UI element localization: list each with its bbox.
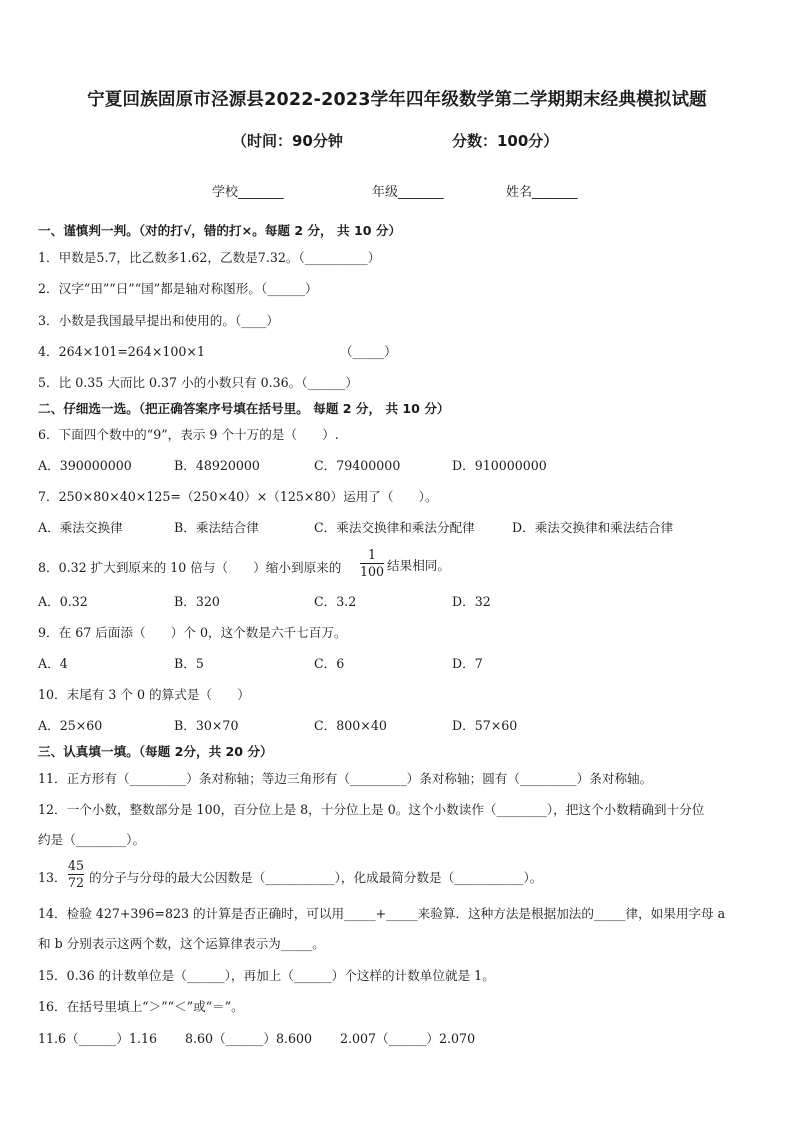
question-2: 2．汉字“田”“日”“国”都是轴对称图形。（______）	[38, 281, 318, 296]
option-b: B．5	[174, 656, 204, 671]
question-12-line-2: 约是（________）。	[38, 832, 146, 847]
question-12-line-1: 12．一个小数，整数部分是 100，百分位上是 8，十分位上是 0。这个小数读作（________），把这个小数精确到十分位	[38, 802, 705, 817]
compare-item-2: 8.60（______）8.600	[185, 1031, 313, 1046]
question-9: 9．在 67 后面添（ ）个 0，这个数是六千七百万。	[38, 625, 347, 640]
question-8	[38, 557, 341, 576]
option-b: B．30×70	[174, 718, 239, 733]
fraction-numerator: 1	[368, 547, 377, 562]
question-13-text: 的分子与分母的最大公因数是（___________），化成最简分数是（___________）。	[89, 870, 543, 885]
question-13-number: 13．	[38, 870, 67, 885]
section-1-heading: 一、谨慎判一判。（对的打√，错的打×。每题 2 分， 共 10 分）	[38, 223, 402, 238]
option-a: A．乘法交换律	[38, 520, 123, 535]
section-3-heading: 三、认真填一填。（每题 2分，共 20 分）	[38, 744, 273, 759]
compare-item-1: 11.6（______）1.16	[38, 1031, 158, 1046]
option-a: A．4	[38, 656, 68, 671]
question-15: 15．0.36 的计数单位是（______），再加上（______）个这样的计数单位就是 1。	[38, 968, 495, 983]
school-field: 学校_______	[212, 185, 284, 200]
fraction-numerator: 45	[68, 858, 85, 873]
question-4-blank: （_____）	[340, 344, 397, 359]
option-c: C．乘法交换律和乘法分配律	[314, 520, 475, 535]
option-d: D．910000000	[452, 458, 547, 473]
time-limit: （时间：90分钟	[232, 132, 343, 150]
question-1: 1．甲数是5.7，比乙数多1.62，乙数是7.32。（__________）	[38, 250, 381, 265]
question-6: 6．下面四个数中的“9”，表示 9 个十万的是（ ）.	[38, 427, 339, 442]
compare-item-3: 2.007（______）2.070	[340, 1031, 476, 1046]
option-d: D．57×60	[452, 718, 518, 733]
fraction-denominator: 100	[360, 564, 385, 579]
name-field: 姓名_______	[506, 185, 578, 200]
option-c: C．6	[314, 656, 345, 671]
question-14-line-2: 和 b 分别表示这两个数，这个运算律表示为_____。	[38, 936, 325, 951]
question-7: 7．250×80×40×125=（250×40）×（125×80）运用了（ ）。	[38, 489, 438, 504]
question-8-fraction	[360, 547, 384, 580]
question-8-text-b: 结果相同。	[387, 558, 450, 573]
grade-field: 年级_______	[372, 185, 444, 200]
option-a: A．25×60	[38, 718, 103, 733]
question-3: 3．小数是我国最早提出和使用的。（____）	[38, 313, 279, 328]
option-b: B．320	[174, 594, 220, 609]
question-11: 11．正方形有（_________）条对称轴；等边三角形有（_________）条对称轴；圆有（_________）条对称轴。	[38, 771, 653, 786]
question-5: 5．比 0.35 大而比 0.37 小的小数只有 0.36。（______）	[38, 375, 358, 390]
option-a: A．390000000	[38, 458, 132, 473]
exam-title: 宁夏回族固原市泾源县2022-2023学年四年级数学第二学期期末经典模拟试题	[87, 90, 707, 110]
option-a: A．0.32	[38, 594, 88, 609]
question-10: 10．末尾有 3 个 0 的算式是（ ）	[38, 687, 250, 702]
option-c: C．800×40	[314, 718, 387, 733]
option-b: B．48920000	[174, 458, 260, 473]
question-8-text-a: 8．0.32 扩大到原来的 10 倍与（ ）缩小到原来的	[38, 560, 342, 575]
option-d: D．32	[452, 594, 491, 609]
total-score: 分数：100分）	[452, 132, 559, 150]
question-16: 16．在括号里填上“＞”“＜”或“＝”。	[38, 999, 244, 1014]
option-c: C．3.2	[314, 594, 357, 609]
section-2-heading: 二、仔细选一选。（把正确答案序号填在括号里。 每题 2 分， 共 10 分）	[38, 401, 450, 416]
fraction-denominator: 72	[68, 875, 85, 890]
question-14-line-1: 14．检验 427+396=823 的计算是否正确时，可以用_____+_____来验算．这种方法是根据加法的_____律，如果用字母 a	[38, 906, 726, 921]
question-13-fraction	[68, 858, 84, 891]
question-4: 4．264×101=264×100×1	[38, 344, 205, 359]
option-d: D．7	[452, 656, 483, 671]
option-c: C．79400000	[314, 458, 401, 473]
option-b: B．乘法结合律	[174, 520, 259, 535]
option-d: D．乘法交换律和乘法结合律	[512, 520, 674, 535]
